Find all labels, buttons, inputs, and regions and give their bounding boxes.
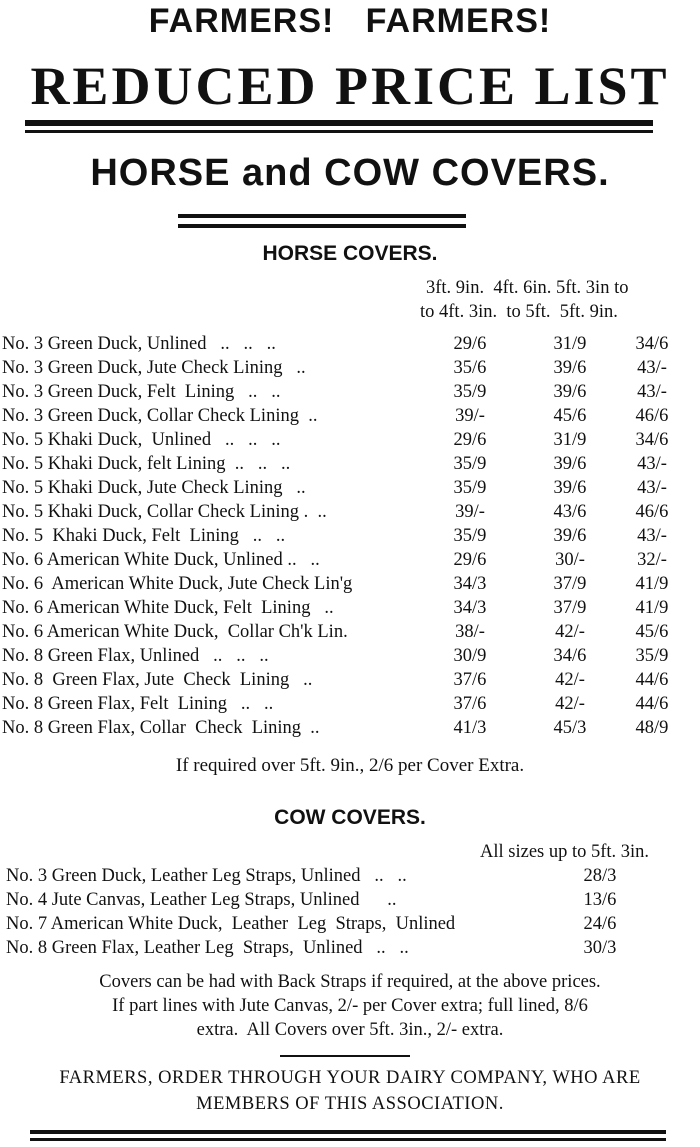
item-name: No. 5 Khaki Duck, felt Lining .. .. .. [2,454,291,474]
price-size-1: 29/6 [453,430,487,450]
price-size-3: 44/6 [635,694,669,714]
price-size-2: 30/- [555,550,585,570]
price-size-2: 37/9 [553,574,587,594]
price: 13/6 [583,890,617,910]
short-rule-upper [178,214,466,218]
price-size-1: 38/- [455,622,485,642]
price: 30/3 [583,938,617,958]
item-name: No. 3 Green Duck, Leather Leg Straps, Unlined .. .. [6,866,407,886]
price-size-2: 42/- [555,670,585,690]
size-header-line-1: 3ft. 9in. 4ft. 6in. 5ft. 3in to [426,278,629,298]
price-size-3: 43/- [637,382,667,402]
horse-covers-title: HORSE COVERS. [262,242,438,265]
table-row [0,382,700,406]
headline-reduced-price-list: REDUCED PRICE LIST [30,56,670,116]
table-row [0,598,700,622]
price-size-3: 46/6 [635,406,669,426]
price-size-3: 41/9 [635,574,669,594]
price-size-2: 43/6 [553,502,587,522]
double-rule-bottom-thin [30,1138,666,1141]
footer-line-1: FARMERS, ORDER THROUGH YOUR DAIRY COMPANY, WHO ARE [59,1068,641,1088]
price-size-2: 42/- [555,694,585,714]
table-row [0,574,700,598]
headline-farmers: FARMERS! FARMERS! [148,2,552,40]
table-row [0,694,700,718]
price-size-2: 31/9 [553,430,587,450]
price: 24/6 [583,914,617,934]
footer-line-2: MEMBERS OF THIS ASSOCIATION. [196,1094,504,1114]
item-name: No. 8 Green Flax, Jute Check Lining .. [2,670,313,690]
price-size-2: 39/6 [553,526,587,546]
price-size-3: 44/6 [635,670,669,690]
price-size-3: 48/9 [635,718,669,738]
price-size-1: 37/6 [453,694,487,714]
table-row [0,526,700,550]
item-name: No. 8 Green Flax, Collar Check Lining .. [2,718,320,738]
table-row [0,358,700,382]
price-size-3: 41/9 [635,598,669,618]
item-name: No. 6 American White Duck, Unlined .. .. [2,550,320,570]
item-name: No. 6 American White Duck, Jute Check Lin'g [2,574,353,594]
price-size-3: 34/6 [635,430,669,450]
item-name: No. 8 Green Flax, Felt Lining .. .. [2,694,274,714]
table-row [0,502,700,526]
table-row [0,718,700,742]
double-rule-top-thin [25,130,653,133]
price-size-1: 29/6 [453,334,487,354]
back-straps-note: Covers can be had with Back Straps if required, at the above prices. [99,972,601,992]
price-size-1: 37/6 [453,670,487,690]
price-size-2: 39/6 [553,478,587,498]
price-size-2: 34/6 [553,646,587,666]
price-size-2: 42/- [555,622,585,642]
item-name: No. 6 American White Duck, Collar Ch'k Lin. [2,622,348,642]
item-name: No. 7 American White Duck, Leather Leg Straps, Unlined [6,914,456,934]
price-size-1: 29/6 [453,550,487,570]
price-size-1: 35/9 [453,478,487,498]
price-size-1: 39/- [455,406,485,426]
price-size-1: 35/9 [453,454,487,474]
price-size-3: 46/6 [635,502,669,522]
cow-covers-title: COW COVERS. [274,806,426,829]
table-row [0,914,700,938]
subheadline-horse-cow-covers: HORSE and COW COVERS. [90,152,610,194]
size-header-line-2: to 4ft. 3in. to 5ft. 5ft. 9in. [420,302,618,322]
price-size-1: 35/9 [453,526,487,546]
item-name: No. 5 Khaki Duck, Felt Lining .. .. [2,526,286,546]
table-row [0,478,700,502]
item-name: No. 3 Green Duck, Felt Lining .. .. [2,382,281,402]
price-size-1: 34/3 [453,598,487,618]
price-size-3: 34/6 [635,334,669,354]
price-size-3: 32/- [637,550,667,570]
item-name: No. 5 Khaki Duck, Jute Check Lining .. [2,478,306,498]
table-row [0,646,700,670]
price-size-2: 39/6 [553,454,587,474]
item-name: No. 5 Khaki Duck, Collar Check Lining . .. [2,502,327,522]
price-size-1: 30/9 [453,646,487,666]
table-row [0,406,700,430]
price-size-1: 34/3 [453,574,487,594]
double-rule-top [25,120,653,126]
price-size-3: 35/9 [635,646,669,666]
item-name: No. 3 Green Duck, Jute Check Lining .. [2,358,306,378]
item-name: No. 6 American White Duck, Felt Lining .. [2,598,334,618]
table-row [0,866,700,890]
price: 28/3 [583,866,617,886]
item-name: No. 8 Green Flax, Unlined .. .. .. [2,646,269,666]
table-row [0,890,700,914]
price-size-3: 43/- [637,478,667,498]
price-size-2: 39/6 [553,382,587,402]
price-size-2: 37/9 [553,598,587,618]
horse-extra-note: If required over 5ft. 9in., 2/6 per Cover Extra. [175,755,525,776]
table-row [0,938,700,962]
price-size-2: 39/6 [553,358,587,378]
price-size-3: 43/- [637,358,667,378]
price-size-1: 35/9 [453,382,487,402]
price-size-3: 43/- [637,526,667,546]
item-name: No. 5 Khaki Duck, Unlined .. .. .. [2,430,281,450]
cow-size-header: All sizes up to 5ft. 3in. [480,842,650,862]
item-name: No. 3 Green Duck, Unlined .. .. .. [2,334,276,354]
table-row [0,430,700,454]
extra-note: extra. All Covers over 5ft. 3in., 2/- extra. [196,1020,504,1040]
price-size-3: 45/6 [635,622,669,642]
footer-divider [280,1055,410,1057]
table-row [0,454,700,478]
table-row [0,622,700,646]
table-row [0,550,700,574]
item-name: No. 3 Green Duck, Collar Check Lining .. [2,406,318,426]
price-size-1: 41/3 [453,718,487,738]
price-size-2: 45/6 [553,406,587,426]
short-rule-lower [178,224,466,228]
item-name: No. 8 Green Flax, Leather Leg Straps, Unlined .. .. [6,938,409,958]
price-size-2: 45/3 [553,718,587,738]
price-size-1: 39/- [455,502,485,522]
table-row [0,670,700,694]
table-row [0,334,700,358]
double-rule-bottom [30,1130,666,1134]
part-lines-note: If part lines with Jute Canvas, 2/- per Cover extra; full lined, 8/6 [112,996,588,1016]
price-size-2: 31/9 [553,334,587,354]
item-name: No. 4 Jute Canvas, Leather Leg Straps, Unlined .. [6,890,397,910]
price-size-3: 43/- [637,454,667,474]
price-size-1: 35/6 [453,358,487,378]
